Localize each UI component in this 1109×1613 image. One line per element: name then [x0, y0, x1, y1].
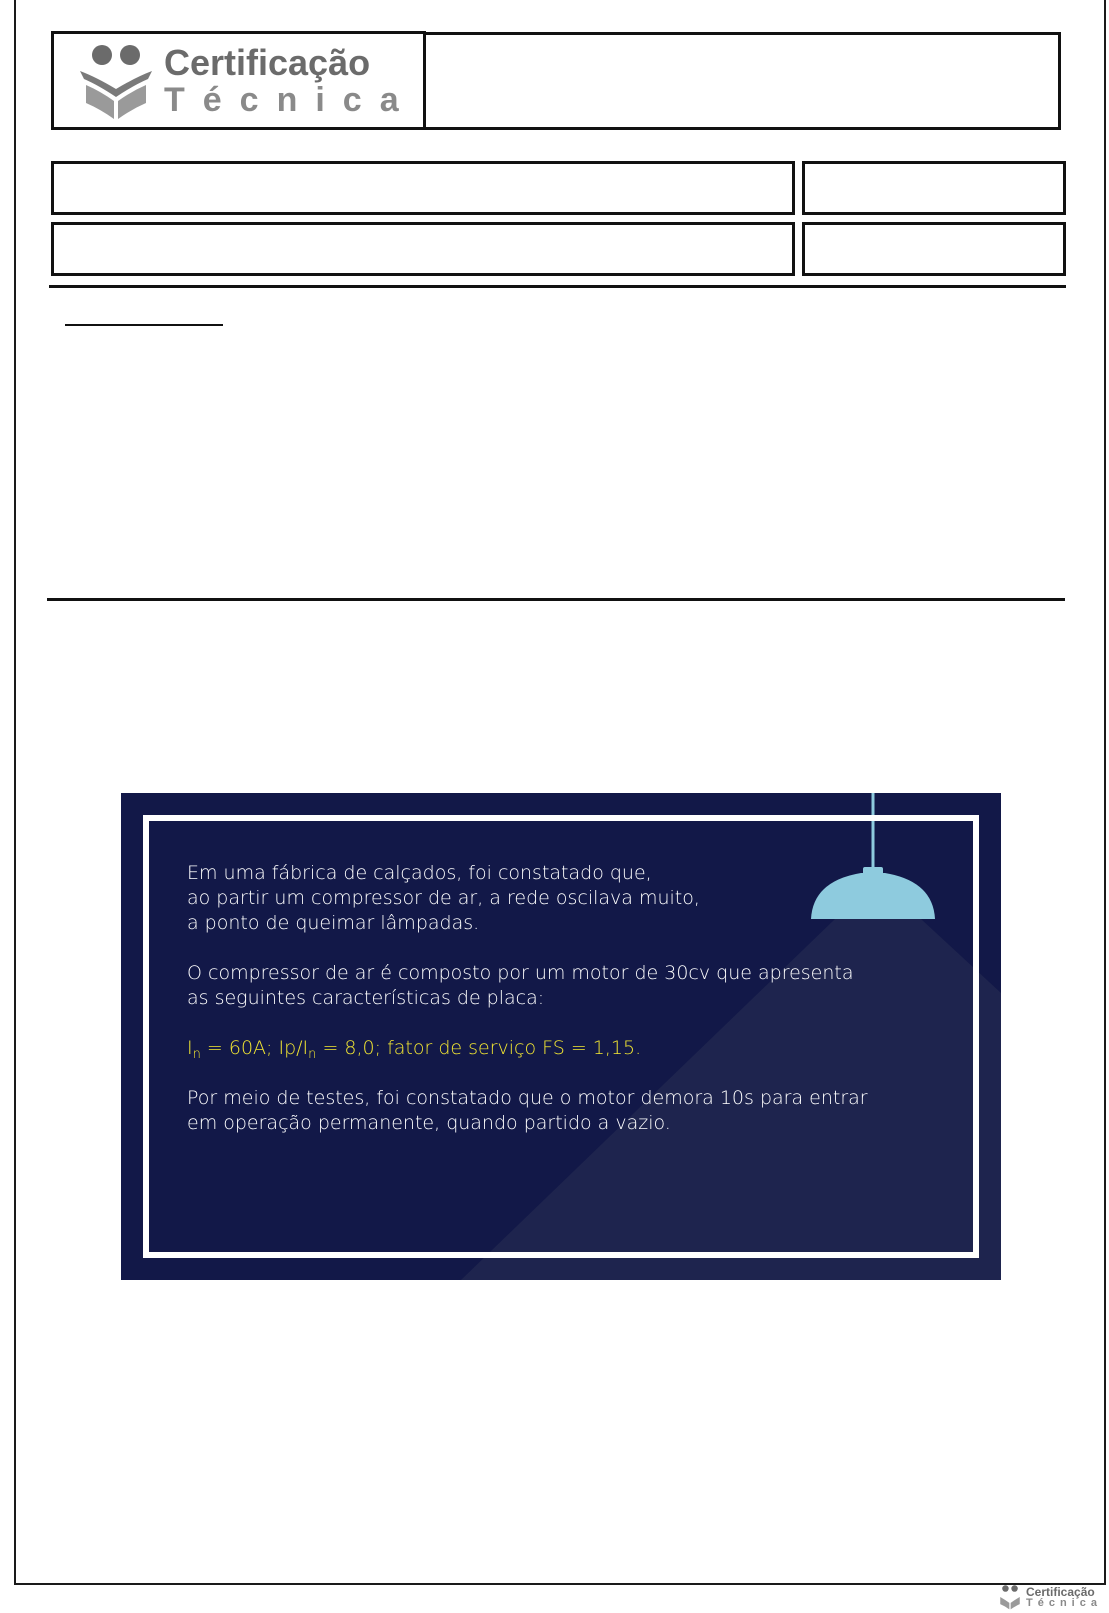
header-divider [49, 285, 1066, 288]
footer-logo [997, 1583, 1102, 1611]
info-box-1 [51, 161, 795, 215]
footer-logo-subtitle: Técnica [1026, 1596, 1102, 1609]
section-underline [65, 324, 223, 326]
info-box-2 [51, 222, 795, 276]
logo-people-book-icon [76, 41, 156, 121]
problem-paragraph-3: Por meio de testes, foi constatado que o motor demora 10s para entrar em operação permanente, quando partido a vazio. [187, 1087, 868, 1134]
section-divider [47, 598, 1065, 601]
info-box-2-side [802, 222, 1066, 276]
info-box-1-side [802, 161, 1066, 215]
motor-specs: $I_n = 60A$; $Ip/I_n = 8,0$; fator de serviço FS = 1,15. [187, 1037, 642, 1062]
problem-panel [121, 793, 1001, 1280]
title-box [423, 32, 1061, 130]
problem-paragraph-1: Em uma fábrica de calçados, foi constatado que, ao partir um compressor de ar, a rede oscilava muito, a ponto de queimar lâmpadas. [187, 862, 700, 934]
footer-logo-people-book-icon [997, 1584, 1023, 1610]
header-logo [76, 41, 417, 121]
logo-subtitle: Técnica [164, 81, 417, 119]
problem-text [187, 861, 887, 1161]
problem-paragraph-2: O compressor de ar é composto por um motor de 30cv que apresenta as seguintes características de placa: [187, 962, 854, 1009]
logo-title: Certificação [164, 42, 371, 83]
footer-logo-title: Certificação [1026, 1584, 1095, 1599]
